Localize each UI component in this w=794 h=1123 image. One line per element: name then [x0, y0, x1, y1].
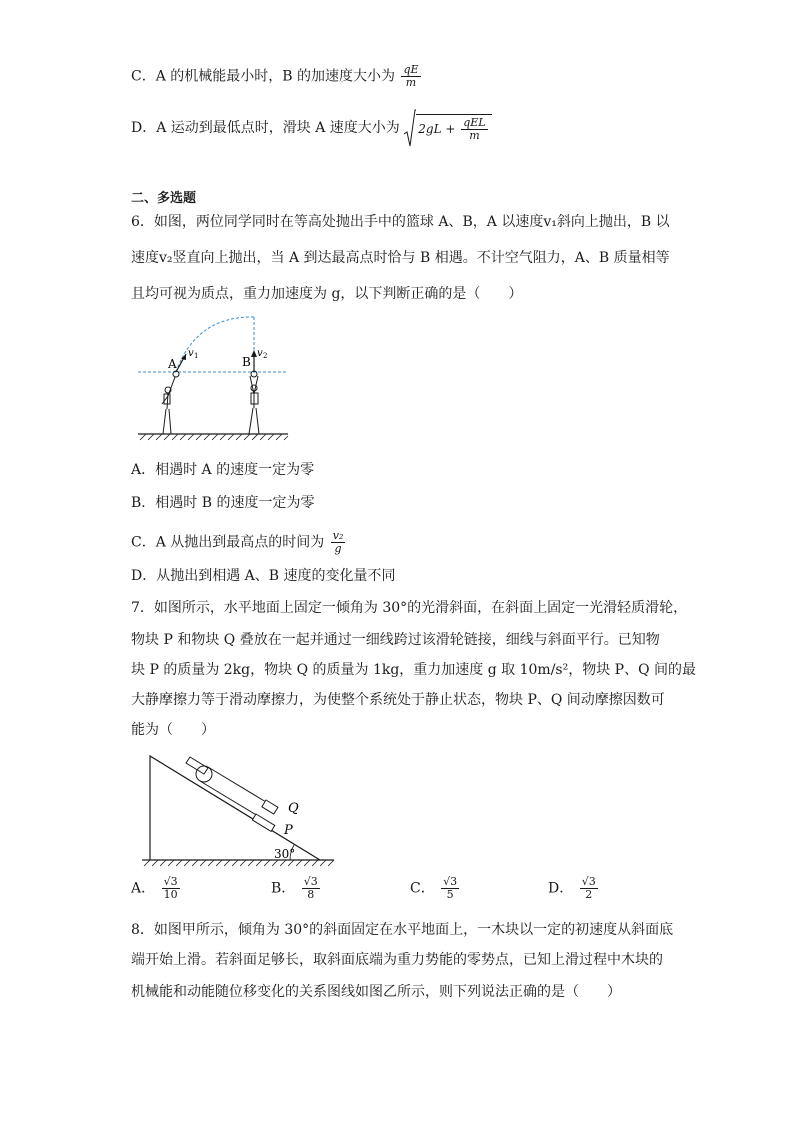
q7-option-d-numerator: √3: [581, 875, 596, 888]
q7-option-a-fraction: [162, 876, 180, 901]
q7-figure: [138, 750, 338, 868]
q7-option-c-fraction: [441, 876, 459, 901]
section-title: 二、多选题: [131, 191, 197, 206]
q7-line-1: 7．如图所示，水平地面上固定一倾角为 30°的光滑斜面，在斜面上固定一光滑轻质滑轮，: [131, 600, 688, 616]
q5-option-d-sqrt: [404, 114, 491, 142]
q6-option-c-numerator: v₂: [332, 529, 344, 542]
q7-option-d-label: D．: [548, 880, 574, 897]
q6-line-3: 且均可视为质点，重力加速度为 g，以下判断正确的是（ ）: [131, 286, 523, 302]
q5-option-c-numerator: qE: [403, 63, 419, 76]
q5-option-d-numerator: qEL: [463, 116, 486, 129]
q7-angle-label: 30°: [274, 847, 296, 861]
q7-line-2: 物块 P 和物块 Q 叠放在一起并通过一细线跨过该滑轮链接，细线与斜面平行。已知物: [131, 632, 660, 648]
q6-label-v1: v: [188, 348, 194, 359]
q7-option-a: [131, 876, 182, 901]
q6-label-a: A: [168, 357, 177, 371]
q6-option-c-denominator: g: [334, 542, 342, 555]
q6-line-2: 速度v₂竖直向上抛出，当 A 到达最高点时恰与 B 相遇。不计空气阻力，A、B 质量相等: [131, 250, 670, 266]
q6-label-v2-sub: 2: [263, 352, 268, 360]
q7-option-b-denominator: 8: [307, 888, 315, 901]
radical-sign-icon: [404, 108, 416, 148]
q6-label-v1-sub: 1: [194, 352, 199, 360]
q6-label-b: B: [242, 355, 251, 369]
block-p: [252, 814, 274, 831]
q5-option-d-radicand: 2gL +: [418, 122, 456, 136]
q5-option-d-denominator: m: [469, 129, 480, 142]
block-q: [262, 800, 278, 814]
q6-option-c-fraction: [331, 530, 346, 555]
q7-option-b-numerator: √3: [303, 875, 318, 888]
q8-line-1: 8．如图甲所示，倾角为 30°的斜面固定在水平地面上，一木块以一定的初速度从斜面底: [131, 922, 674, 938]
q7-label-q: Q: [288, 801, 299, 816]
q5-option-d-fraction: [461, 117, 487, 142]
q6-option-c-text: C．A 从抛出到最高点的时间为: [131, 534, 325, 551]
q5-option-c: [131, 64, 423, 89]
q6-option-b: B．相遇时 B 的速度一定为零: [131, 495, 315, 511]
q5-option-c-fraction: [401, 64, 420, 89]
q7-option-b-fraction: [302, 876, 320, 901]
q6-option-c: [131, 530, 347, 555]
q7-option-a-numerator: √3: [163, 875, 178, 888]
q7-line-3: 块 P 的质量为 2kg，物块 Q 的质量为 1kg，重力加速度 g 取 10m/s²，物块 P、Q 间的最: [131, 662, 697, 678]
q7-option-c: [410, 876, 461, 901]
q6-figure: [134, 312, 290, 442]
q7-option-a-denominator: 10: [163, 888, 178, 901]
q6-line-1: 6．如图，两位同学同时在等高处抛出手中的篮球 A、B，A 以速度v₁斜向上抛出，B 以: [131, 214, 670, 230]
q6-option-a: A．相遇时 A 的速度一定为零: [131, 462, 315, 478]
q7-option-d-fraction: [580, 876, 598, 901]
q7-option-d: [548, 876, 600, 901]
q7-option-a-label: A．: [131, 880, 156, 897]
q6-option-d: D．从抛出到相遇 A、B 速度的变化量不同: [131, 568, 396, 584]
q7-line-4: 大静摩擦力等于滑动摩擦力，为使整个系统处于静止状态，物块 P、Q 间动摩擦因数可: [131, 692, 665, 708]
person-b-icon: [249, 376, 259, 434]
q7-option-c-numerator: √3: [443, 875, 458, 888]
q7-option-b-label: B．: [271, 880, 296, 897]
q5-option-c-denominator: m: [405, 76, 417, 89]
q6-label-v2: v: [257, 348, 263, 359]
person-a-icon: [162, 377, 175, 434]
q8-line-2: 端开始上滑。若斜面足够长，取斜面底端为重力势能的零势点，已知上滑过程中木块的: [131, 952, 663, 968]
q7-option-c-denominator: 5: [446, 888, 454, 901]
q5-option-c-text: C．A 的机械能最小时，B 的加速度大小为: [131, 68, 396, 85]
q5-option-d-text: D．A 运动到最低点时，滑块 A 速度大小为: [131, 120, 400, 136]
q7-option-b: [271, 876, 322, 901]
q5-option-d: [131, 114, 492, 142]
q7-line-5: 能为（ ）: [131, 722, 215, 738]
q7-option-d-denominator: 2: [585, 888, 593, 901]
q7-option-c-label: C．: [410, 880, 435, 897]
q8-line-3: 机械能和动能随位移变化的关系图线如图乙所示，则下列说法正确的是（ ）: [131, 984, 621, 1000]
q7-label-p: P: [284, 823, 293, 838]
